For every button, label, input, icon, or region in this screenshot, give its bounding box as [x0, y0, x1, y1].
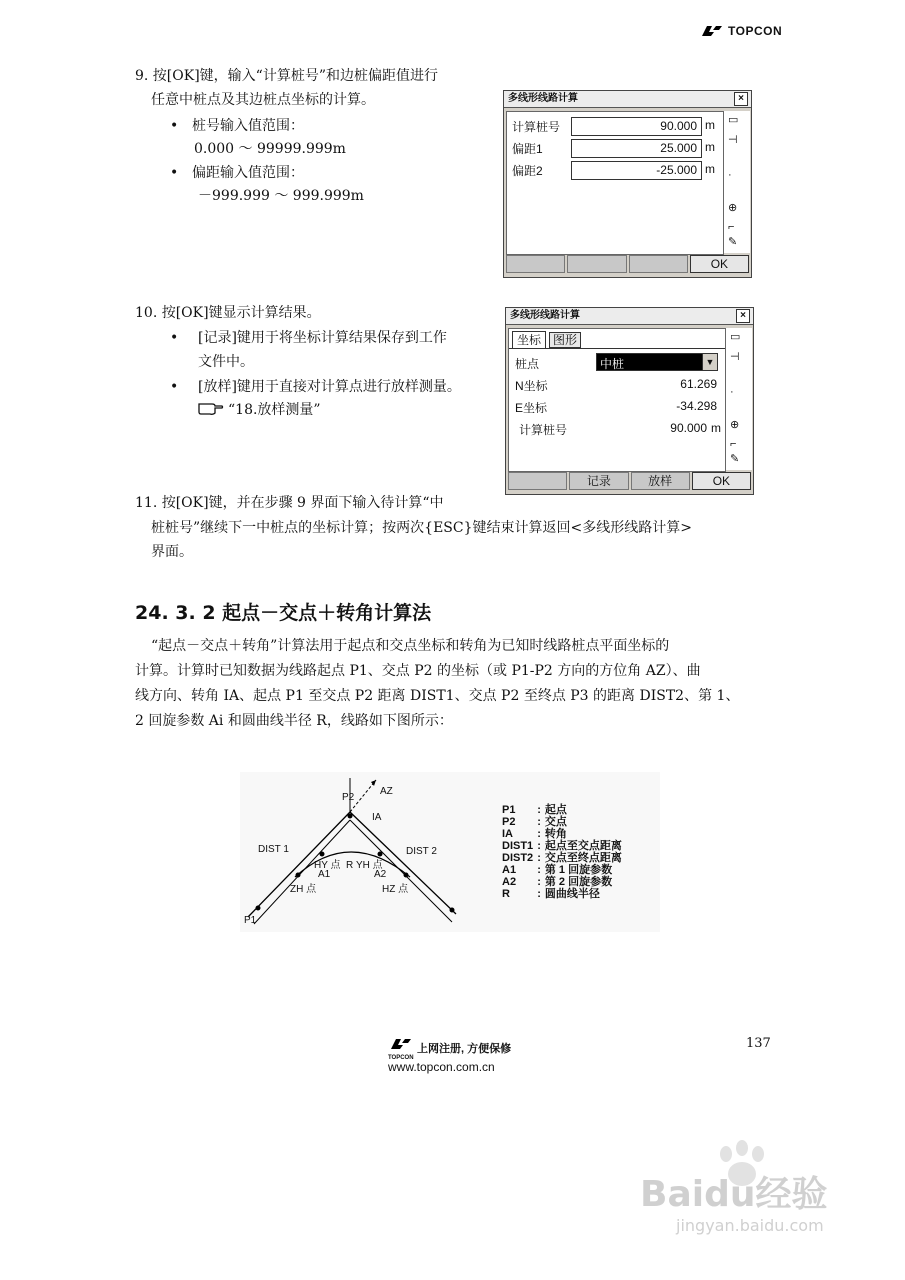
- step11-line3: 界面。: [151, 544, 193, 560]
- step11-line1: 11. 按[OK]键，并在步骤 9 界面下输入待计算“中: [135, 495, 444, 511]
- legend-row: A1 : 第 1 回旋参数: [502, 864, 613, 876]
- step10-bullet1-line1: [记录]键用于将坐标计算结果保存到工作: [198, 330, 447, 346]
- field-label-offset1: 偏距1: [512, 142, 543, 156]
- input-mode-icon[interactable]: ⌐: [728, 221, 735, 233]
- close-button[interactable]: ×: [734, 92, 748, 106]
- e-coordinate-value: -34.298: [676, 399, 717, 413]
- dialog-titlebar: [506, 308, 753, 325]
- brand-name: TOPCON: [728, 24, 783, 38]
- label-hz: HZ 点: [382, 884, 409, 895]
- station-label: 计算桩号: [519, 423, 568, 437]
- watermark-logo: Baidu经验: [640, 1174, 828, 1215]
- input-mode-icon[interactable]: ⌐: [730, 438, 737, 450]
- topcon-header-logo: [700, 24, 782, 38]
- legend-row: DIST1 : 起点至交点距离: [502, 840, 622, 852]
- dialog-title: 多线形线路计算: [508, 93, 578, 104]
- label-hy: HY 点: [314, 860, 341, 871]
- label-a2: A2: [374, 869, 387, 880]
- baidu-watermark: [640, 1140, 870, 1240]
- unit-label: m: [711, 421, 721, 435]
- footer-slogan: 上网注册, 方便保修: [417, 1043, 512, 1055]
- step10-bullet2: [放样]键用于直接对计算点进行放样测量。: [198, 379, 461, 395]
- step11-line2: 桩桩号”继续下一中桩点的坐标计算；按两次{ESC}键结束计算返回<多线形线路计算>: [151, 520, 692, 536]
- battery-icon: ▭: [730, 331, 741, 343]
- tilt-icon[interactable]: ⊣: [728, 134, 738, 146]
- bullet-dot: •: [170, 379, 179, 395]
- stake-select[interactable]: [596, 353, 718, 371]
- dialog-content: [506, 111, 724, 255]
- instrument-icon[interactable]: ⊕: [730, 419, 740, 431]
- bullet-dot: •: [170, 165, 179, 181]
- tab-graphic[interactable]: 图形: [549, 332, 581, 348]
- label-a1: A1: [318, 869, 331, 880]
- battery-icon: ▭: [728, 114, 739, 126]
- section-para-line4: 2 回旋参数 Ai 和圆曲线半径 R，线路如下图所示：: [135, 713, 453, 729]
- dialog-title: 多线形线路计算: [510, 310, 580, 321]
- label-az: AZ: [380, 786, 393, 797]
- station-input[interactable]: 90.000: [571, 117, 702, 136]
- label-p1: P1: [244, 915, 257, 926]
- footer-brand: TOPCON: [388, 1055, 414, 1061]
- status-sidebar: [724, 111, 750, 253]
- pointing-hand-icon: [198, 400, 224, 420]
- diagram-legend: [502, 804, 626, 900]
- section-para-line1: “起点－交点＋转角”计算法用于起点和交点坐标和转角为已知时线路桩点平面坐标的: [151, 638, 670, 654]
- field-label-station: 计算桩号: [512, 120, 561, 134]
- step10-bullet1-line2: 文件中。: [198, 354, 254, 370]
- softkey-bar: [506, 255, 749, 273]
- step9-bullet2: 偏距输入值范围：: [192, 165, 304, 181]
- section-para-line3: 线方向、转角 IA、起点 P1 至交点 P2 距离 DIST1、交点 P2 至终点 P3 的距离 DIST2、第 1、: [135, 688, 740, 704]
- label-zh: ZH 点: [290, 884, 317, 895]
- page-number: 137: [746, 1036, 771, 1051]
- unit-label: m: [705, 118, 715, 132]
- softkey-1[interactable]: [506, 255, 565, 273]
- close-button[interactable]: ×: [736, 309, 750, 323]
- legend-row: DIST2 : 交点至终点距离: [502, 852, 622, 864]
- step9-line1: 9. 按[OK]键，输入“计算桩号”和边桩偏距值进行: [135, 68, 438, 84]
- select-value: 中桩: [600, 357, 625, 371]
- legend-row: A2 : 第 2 回旋参数: [502, 876, 613, 888]
- footer-logo: [388, 1036, 414, 1061]
- section-heading: 24. 3. 2 起点－交点＋转角计算法: [135, 602, 432, 624]
- unit-label: m: [705, 162, 715, 176]
- legend-row: IA : 转角: [502, 828, 567, 840]
- label-p2: P2: [342, 792, 355, 803]
- step9-line2: 任意中桩点及其边桩点坐标的计算。: [151, 92, 375, 108]
- label-yh: YH 点: [356, 860, 383, 871]
- section-para-line2: 计算。计算时已知数据为线路起点 P1、交点 P2 的坐标（或 P1-P2 方向的方位角 AZ）、曲: [135, 663, 701, 679]
- label-r: R: [346, 860, 354, 871]
- dialog-result: [505, 307, 754, 495]
- legend-row: R : 圆曲线半径: [502, 888, 600, 900]
- dialog-titlebar: [504, 91, 751, 108]
- softkey-2[interactable]: [567, 255, 626, 273]
- dialog-content: [508, 328, 726, 472]
- offset1-input[interactable]: 25.000: [571, 139, 702, 158]
- edit-icon[interactable]: ✎: [730, 453, 740, 465]
- tab-coordinates[interactable]: 坐标: [512, 331, 546, 348]
- e-coordinate-label: E坐标: [515, 401, 548, 415]
- ok-button[interactable]: OK: [692, 472, 751, 490]
- edit-icon[interactable]: ✎: [728, 236, 738, 248]
- station-value: 90.000: [670, 421, 707, 435]
- footer-url[interactable]: www.topcon.com.cn: [388, 1060, 495, 1074]
- step9-bullet1: 桩号输入值范围：: [192, 118, 304, 134]
- step10-reference: “18.放样测量”: [228, 402, 321, 418]
- n-coordinate-value: 61.269: [680, 377, 717, 391]
- topcon-logo-icon: [388, 1037, 414, 1051]
- offset2-input[interactable]: -25.000: [571, 161, 702, 180]
- unit-label: m: [705, 140, 715, 154]
- bullet-dot: •: [170, 118, 179, 134]
- step9-range1: 0.000 ～ 99999.999m: [194, 141, 346, 157]
- legend-row: P1 : 起点: [502, 804, 567, 816]
- softkey-1[interactable]: [508, 472, 567, 490]
- bullet-dot: •: [170, 330, 179, 346]
- label-ia: IA: [372, 812, 382, 823]
- topcon-logo-icon: [700, 24, 724, 38]
- status-sidebar: [726, 328, 752, 470]
- dot-icon: ·: [728, 169, 732, 181]
- record-button[interactable]: 记录: [569, 472, 628, 490]
- step9-range2: －999.999 ～ 999.999m: [198, 188, 364, 204]
- ok-button[interactable]: OK: [690, 255, 749, 273]
- watermark-url: jingyan.baidu.com: [676, 1216, 824, 1235]
- route-diagram: [240, 772, 660, 932]
- select-label: 桩点: [515, 357, 540, 371]
- n-coordinate-label: N坐标: [515, 379, 548, 393]
- legend-row: P2 : 交点: [502, 816, 567, 828]
- instrument-icon[interactable]: ⊕: [728, 202, 738, 214]
- softkey-3[interactable]: [629, 255, 688, 273]
- stakeout-button[interactable]: 放样: [631, 472, 690, 490]
- label-dist2: DIST 2: [406, 846, 437, 857]
- dialog-input: [503, 90, 752, 278]
- softkey-bar: [508, 472, 751, 490]
- chevron-down-icon[interactable]: ▼: [702, 354, 717, 370]
- step10-text: 10. 按[OK]键显示计算结果。: [135, 305, 321, 321]
- dot-icon: ·: [730, 386, 734, 398]
- tilt-icon[interactable]: ⊣: [730, 351, 740, 363]
- label-dist1: DIST 1: [258, 844, 289, 855]
- tab-divider: [509, 348, 725, 349]
- field-label-offset2: 偏距2: [512, 164, 543, 178]
